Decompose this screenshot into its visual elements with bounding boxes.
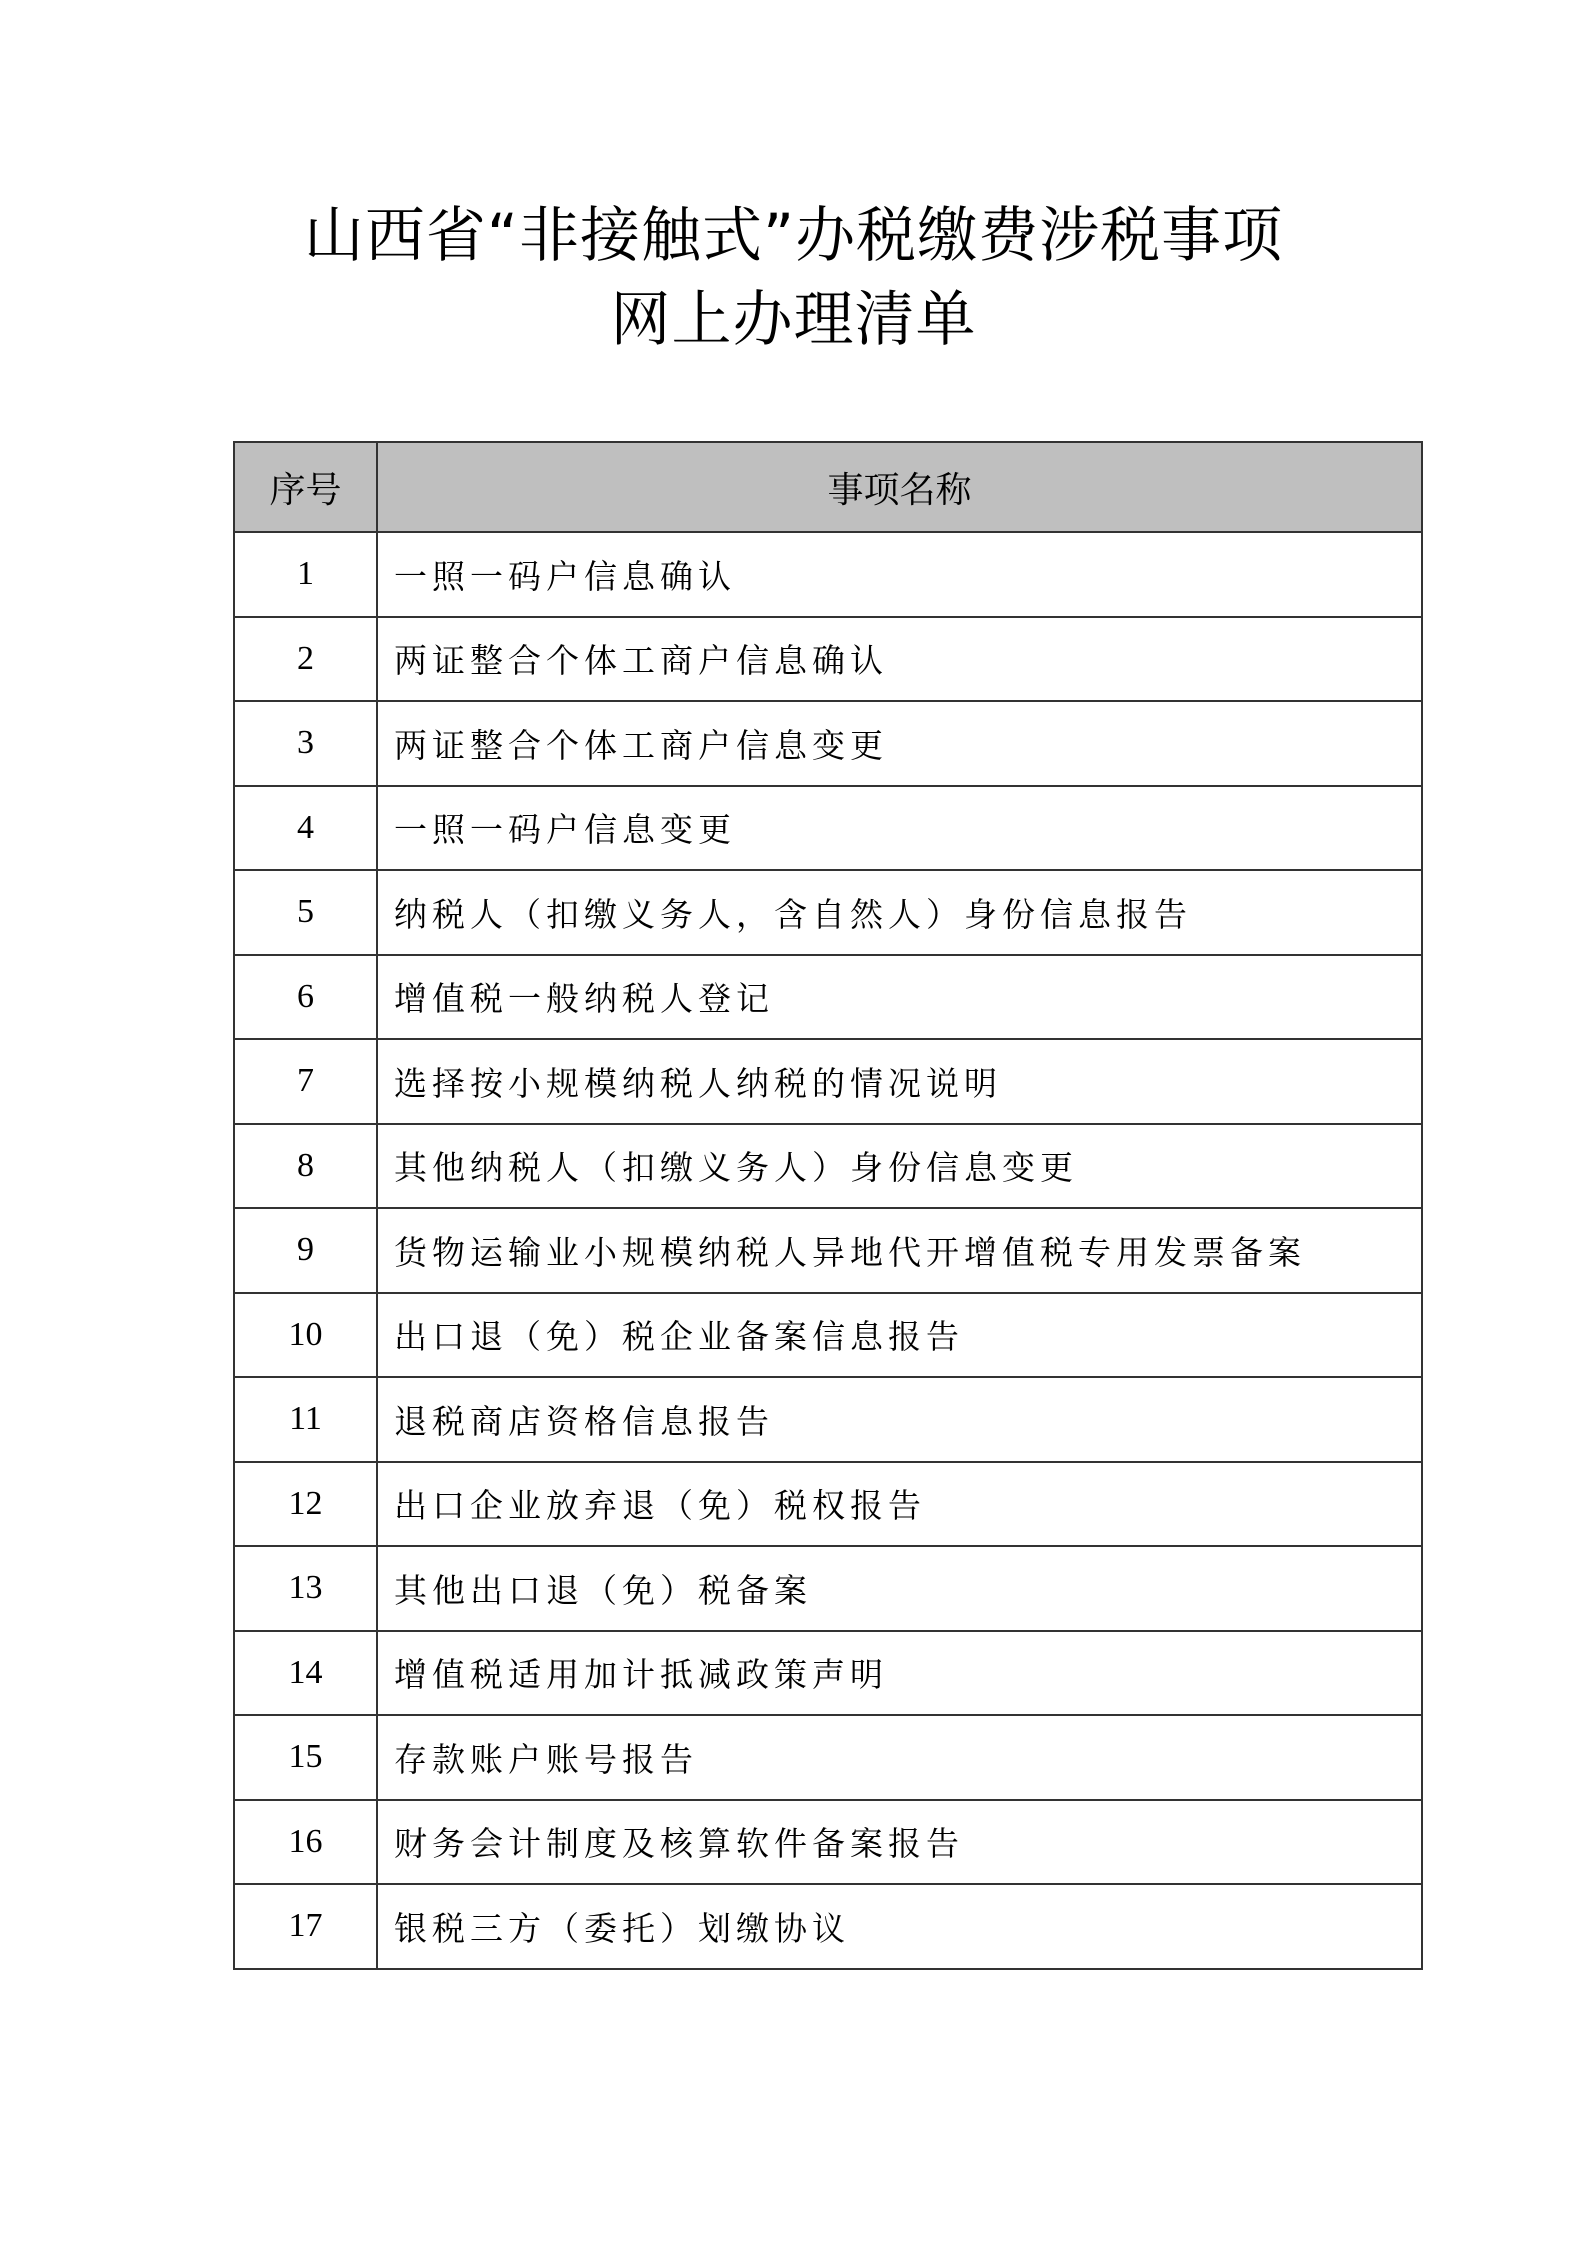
row-item-name: 增值税一般纳税人登记 [377, 955, 1422, 1040]
document-title [0, 194, 1587, 362]
row-item-name: 一照一码户信息确认 [377, 532, 1422, 617]
row-serial-number: 3 [234, 701, 377, 786]
table-row [234, 1293, 1422, 1378]
row-item-name: 一照一码户信息变更 [377, 786, 1422, 871]
row-item-name: 退税商店资格信息报告 [377, 1377, 1422, 1462]
row-item-name: 纳税人（扣缴义务人，含自然人）身份信息报告 [377, 870, 1422, 955]
row-item-name: 其他纳税人（扣缴义务人）身份信息变更 [377, 1124, 1422, 1209]
row-item-name: 出口退（免）税企业备案信息报告 [377, 1293, 1422, 1378]
table-row [234, 955, 1422, 1040]
row-serial-number: 17 [234, 1884, 377, 1969]
row-item-name: 存款账户账号报告 [377, 1715, 1422, 1800]
row-item-name: 出口企业放弃退（免）税权报告 [377, 1462, 1422, 1547]
items-table [233, 441, 1423, 1970]
table-header-row [234, 442, 1422, 532]
table-row [234, 532, 1422, 617]
table-row [234, 870, 1422, 955]
title-line-1: 山西省“非接触式”办税缴费涉税事项 [303, 201, 1284, 271]
row-serial-number: 9 [234, 1208, 377, 1293]
row-serial-number: 14 [234, 1631, 377, 1716]
row-serial-number: 16 [234, 1800, 377, 1885]
table-row [234, 1208, 1422, 1293]
row-item-name: 增值税适用加计抵减政策声明 [377, 1631, 1422, 1716]
table-row [234, 617, 1422, 702]
table-row [234, 701, 1422, 786]
table-row [234, 1884, 1422, 1969]
table-row [234, 1039, 1422, 1124]
row-item-name: 其他出口退（免）税备案 [377, 1546, 1422, 1631]
row-serial-number: 1 [234, 532, 377, 617]
row-item-name: 选择按小规模纳税人纳税的情况说明 [377, 1039, 1422, 1124]
table-row [234, 1631, 1422, 1716]
table-row [234, 1462, 1422, 1547]
row-serial-number: 11 [234, 1377, 377, 1462]
row-item-name: 两证整合个体工商户信息变更 [377, 701, 1422, 786]
table-row [234, 1546, 1422, 1631]
row-item-name: 两证整合个体工商户信息确认 [377, 617, 1422, 702]
row-serial-number: 4 [234, 786, 377, 871]
row-serial-number: 12 [234, 1462, 377, 1547]
table-row [234, 786, 1422, 871]
row-serial-number: 6 [234, 955, 377, 1040]
table-row [234, 1377, 1422, 1462]
table-row [234, 1124, 1422, 1209]
row-serial-number: 7 [234, 1039, 377, 1124]
table-row [234, 1800, 1422, 1885]
header-serial-number: 序号 [234, 442, 377, 532]
row-item-name: 财务会计制度及核算软件备案报告 [377, 1800, 1422, 1885]
row-item-name: 银税三方（委托）划缴协议 [377, 1884, 1422, 1969]
row-serial-number: 5 [234, 870, 377, 955]
row-serial-number: 13 [234, 1546, 377, 1631]
table-row [234, 1715, 1422, 1800]
title-line-2: 网上办理清单 [610, 285, 977, 355]
row-serial-number: 15 [234, 1715, 377, 1800]
row-serial-number: 10 [234, 1293, 377, 1378]
row-item-name: 货物运输业小规模纳税人异地代开增值税专用发票备案 [377, 1208, 1422, 1293]
header-item-name: 事项名称 [377, 442, 1422, 532]
row-serial-number: 2 [234, 617, 377, 702]
row-serial-number: 8 [234, 1124, 377, 1209]
